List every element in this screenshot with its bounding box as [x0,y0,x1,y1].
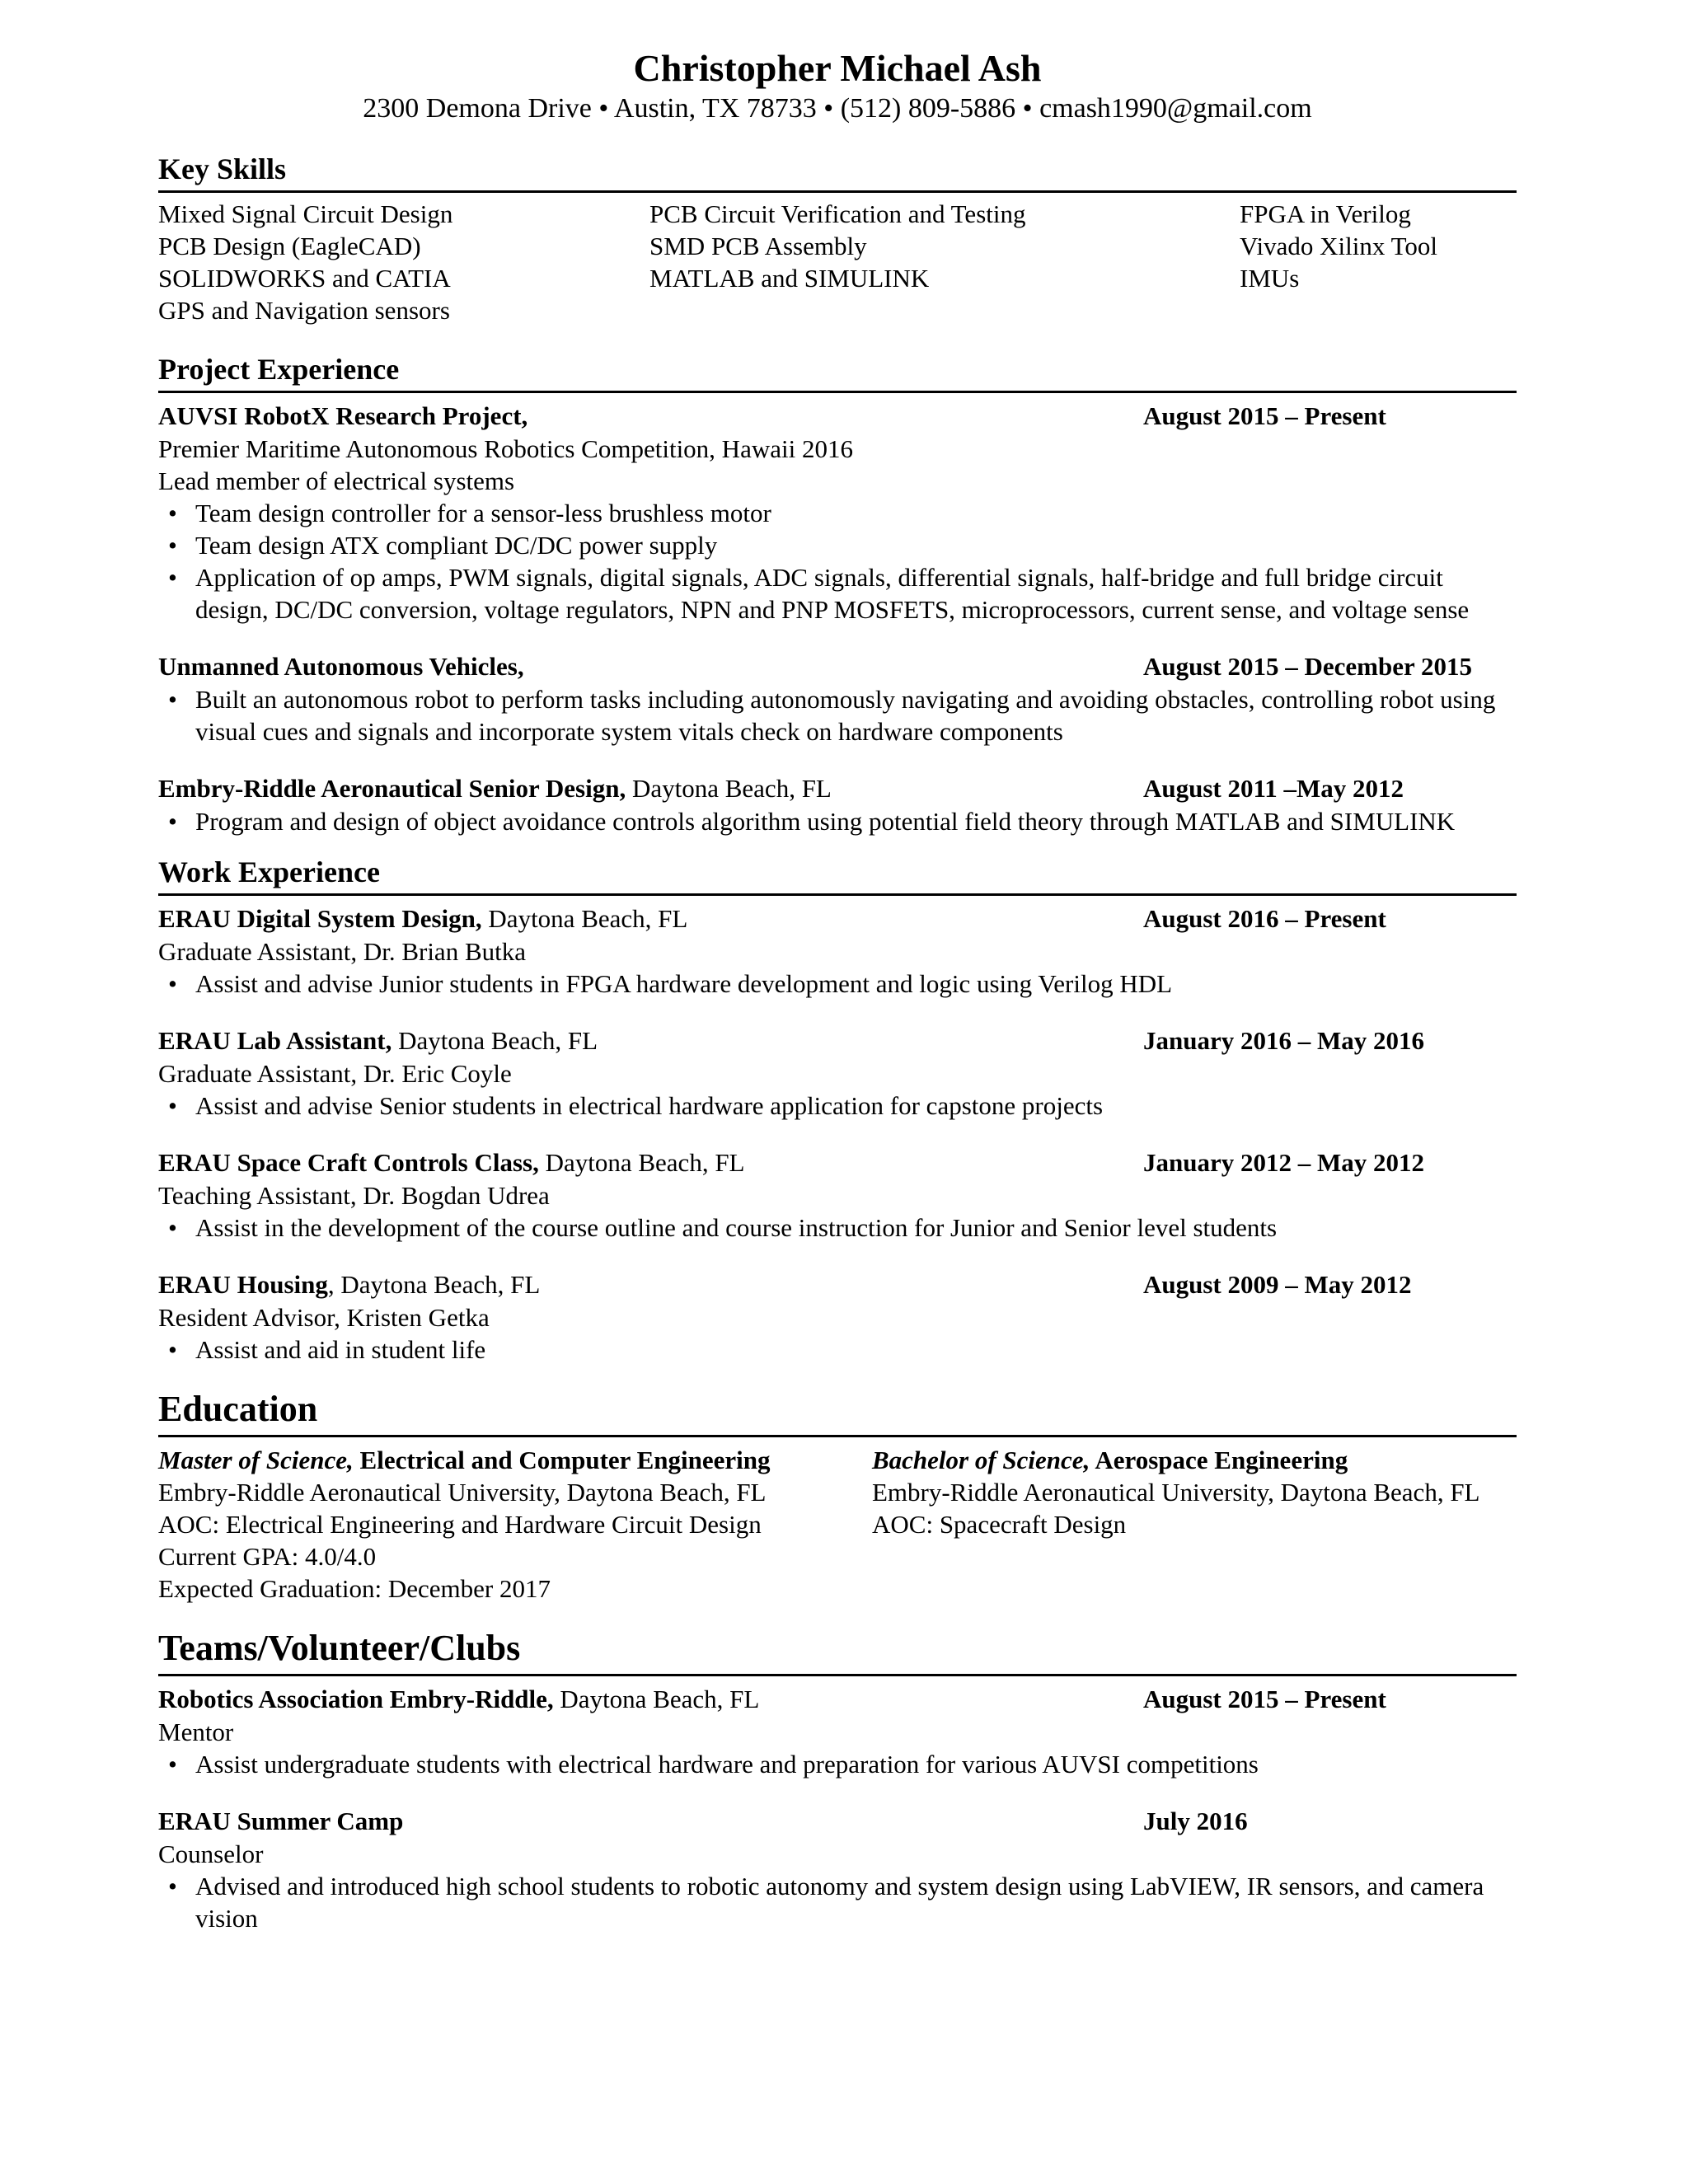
entry-date: August 2015 – December 2015 [1143,652,1472,681]
entry-location: Daytona Beach, FL [392,1026,598,1055]
skill-item: Vivado Xilinx Tool [1240,232,1437,260]
education-detail: Embry-Riddle Aeronautical University, Daytona Beach, FL [872,1478,1480,1507]
bullet-item: • Assist undergraduate students with electrical hardware and preparation for various AUVSI competitions [158,1748,1517,1780]
skill-item: PCB Design (EagleCAD) [158,232,421,260]
entry-date: January 2012 – May 2012 [1143,1148,1424,1177]
degree-name: Master of Science, [158,1446,354,1474]
work-entry [158,1146,1517,1244]
skills-grid [158,198,1517,326]
entry-subtitle: Resident Advisor, Kristen Getka [158,1303,490,1332]
entry-date: August 2009 – May 2012 [1143,1270,1412,1299]
skill-item: SOLIDWORKS and CATIA [158,264,451,293]
degree-field: Aerospace Engineering [1090,1446,1348,1474]
entry-date: August 2011 –May 2012 [1143,774,1404,803]
skill-item: SMD PCB Assembly [649,232,867,260]
entry-location: , Daytona Beach, FL [327,1270,541,1299]
entry-org: ERAU Digital System Design, [158,904,482,933]
degree-line [872,1444,1517,1476]
bullet-item: • Team design controller for a sensor-less brushless motor [158,497,1517,529]
bullet-list [158,1090,1517,1122]
bullet-list [158,1748,1517,1780]
section-title-projects: Project Experience [158,351,1517,393]
entry-subtitle: Graduate Assistant, Dr. Eric Coyle [158,1059,512,1088]
entry-subtitle: Teaching Assistant, Dr. Bogdan Udrea [158,1181,550,1210]
contact-line: 2300 Demona Drive • Austin, TX 78733 • (512) 809-5886 • cmash1990@gmail.com [363,93,1312,124]
education-detail: Current GPA: 4.0/4.0 [158,1542,377,1571]
degree-line [158,1444,872,1476]
section-title-education: Education [158,1387,1517,1437]
skill-item: Mixed Signal Circuit Design [158,199,453,228]
entry-org: ERAU Summer Camp [158,1807,404,1835]
bullet-list [158,1212,1517,1244]
entry-org: Unmanned Autonomous Vehicles, [158,652,524,681]
entry-date: August 2015 – Present [1143,1685,1386,1713]
skills-column [158,198,649,326]
entry-header [158,650,1517,683]
entry-date: August 2016 – Present [1143,904,1386,933]
entry-location: Daytona Beach, FL [553,1685,760,1713]
team-entry [158,1683,1517,1780]
resume-page [158,45,1517,1934]
bullet-item: • Assist and advise Senior students in electrical hardware application for capstone projects [158,1090,1517,1122]
entry-date: August 2015 – Present [1143,401,1386,430]
skill-item: MATLAB and SIMULINK [649,264,930,293]
education-detail: Embry-Riddle Aeronautical University, Daytona Beach, FL [158,1478,767,1507]
entry-location: Daytona Beach, FL [481,904,688,933]
degree-field: Electrical and Computer Engineering [353,1446,771,1474]
entry-header [158,1146,1517,1179]
bullet-list [158,1333,1517,1366]
entry-org: Robotics Association Embry-Riddle, [158,1685,554,1713]
skill-item: PCB Circuit Verification and Testing [649,199,1026,228]
entry-date: January 2016 – May 2016 [1143,1026,1424,1055]
bullet-list [158,497,1517,626]
entry-org: ERAU Housing [158,1270,328,1299]
entry-subtitle: Graduate Assistant, Dr. Brian Butka [158,937,526,966]
skills-column [649,198,1240,326]
skill-item: GPS and Navigation sensors [158,296,450,325]
entry-header [158,902,1517,935]
bullet-item: • Assist in the development of the course outline and course instruction for Junior and Senior level students [158,1212,1517,1244]
entry-org: Embry-Riddle Aeronautical Senior Design, [158,774,626,803]
education-bachelors [872,1444,1517,1605]
education-grid [158,1444,1517,1605]
education-detail: AOC: Spacecraft Design [872,1510,1127,1539]
education-masters [158,1444,872,1605]
project-entry [158,772,1517,837]
entry-header [158,1268,1517,1301]
education-detail: Expected Graduation: December 2017 [158,1574,551,1603]
bullet-item: • Assist and advise Junior students in FPGA hardware development and logic using Verilog HDL [158,968,1517,1000]
bullet-item: • Assist and aid in student life [158,1333,1517,1366]
skills-column [1240,198,1517,326]
entry-header [158,1683,1517,1716]
work-entry [158,1024,1517,1122]
bullet-list [158,968,1517,1000]
education-detail: AOC: Electrical Engineering and Hardware Circuit Design [158,1510,762,1539]
bullet-item: • Advised and introduced high school students to robotic autonomy and system design using LabVIEW, IR sensors, and camera vision [158,1870,1517,1934]
entry-location: Daytona Beach, FL [538,1148,745,1177]
skill-item: FPGA in Verilog [1240,199,1411,228]
degree-name: Bachelor of Science, [872,1446,1090,1474]
entry-subtitle: Mentor [158,1718,234,1746]
entry-org: ERAU Space Craft Controls Class, [158,1148,539,1177]
entry-org: ERAU Lab Assistant, [158,1026,392,1055]
section-title-skills: Key Skills [158,151,1517,193]
teams-list [158,1683,1517,1934]
bullet-item: • Program and design of object avoidance controls algorithm using potential field theory through MATLAB and SIMULINK [158,805,1517,837]
team-entry [158,1805,1517,1934]
entry-subtitle: Counselor [158,1840,264,1868]
section-title-work: Work Experience [158,854,1517,896]
applicant-name: Christopher Michael Ash [633,47,1042,89]
projects-list [158,400,1517,837]
entry-org: AUVSI RobotX Research Project, [158,401,528,430]
work-entry [158,1268,1517,1366]
entry-location: Daytona Beach, FL [626,774,832,803]
project-entry [158,650,1517,748]
entry-role: Lead member of electrical systems [158,466,515,495]
skill-item: IMUs [1240,264,1300,293]
bullet-item: • Application of op amps, PWM signals, digital signals, ADC signals, differential signals, half-bridge and full bridge circuit design, DC/DC conversion, voltage regulators, NPN and PNP MOSFETS, microprocessors, current sense, and voltage sense [158,561,1517,626]
entry-subtitle: Premier Maritime Autonomous Robotics Competition, Hawaii 2016 [158,434,853,463]
bullet-list [158,1870,1517,1934]
bullet-item: • Built an autonomous robot to perform tasks including autonomously navigating and avoiding obstacles, controlling robot using visual cues and signals and incorporate system vitals check on hardware components [158,683,1517,748]
entry-header [158,772,1517,805]
bullet-item: • Team design ATX compliant DC/DC power supply [158,529,1517,561]
entry-header [158,1805,1517,1838]
entry-header [158,400,1517,433]
entry-date: July 2016 [1143,1807,1248,1835]
bullet-list [158,805,1517,837]
project-entry [158,400,1517,626]
work-list [158,902,1517,1366]
entry-header [158,1024,1517,1057]
work-entry [158,902,1517,1000]
section-title-teams: Teams/Volunteer/Clubs [158,1626,1517,1676]
bullet-list [158,683,1517,748]
